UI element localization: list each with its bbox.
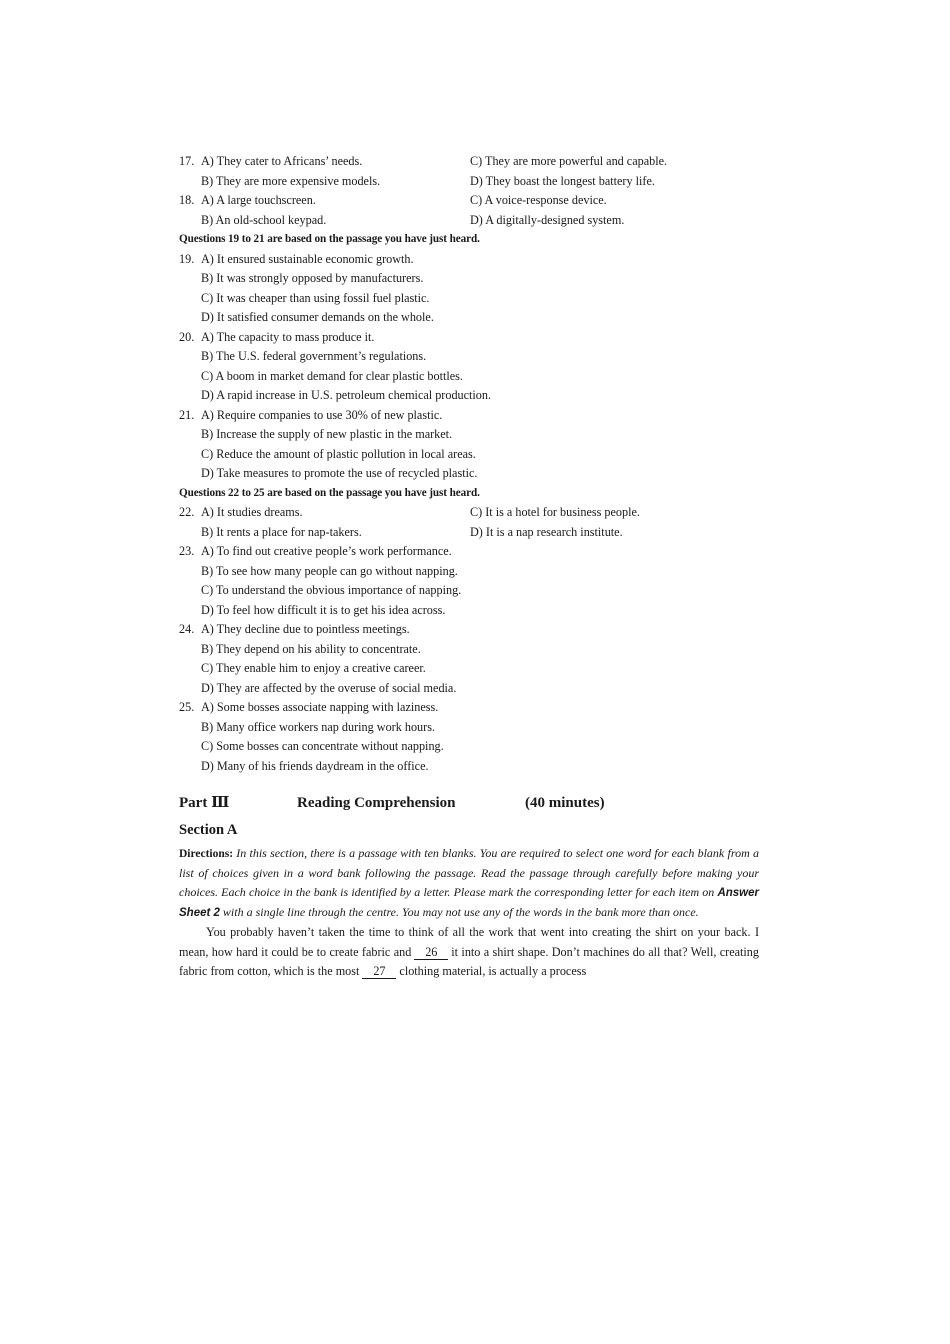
question-row (179, 464, 759, 484)
option-a: A) It studies dreams. (201, 505, 303, 519)
questions-heading: Questions 22 to 25 are based on the passage you have just heard. (179, 486, 480, 499)
question-row (179, 269, 759, 289)
option-c: C) They enable him to enjoy a creative career. (201, 661, 426, 675)
question-row (179, 698, 759, 718)
option-a: A) Some bosses associate napping with laziness. (201, 700, 439, 714)
directions (179, 844, 759, 923)
part-time: (40 minutes) (525, 795, 605, 811)
option-c: C) They are more powerful and capable. (470, 154, 668, 168)
option-d: D) A digitally-designed system. (470, 212, 625, 227)
option-b: B) Many office workers nap during work hours. (201, 719, 435, 734)
section-title: Section A (179, 822, 238, 838)
passage-text-1: You probably haven’t taken the time to think of all the work that went into creating the shirt on your back. I mean, how hard it could be to create fabric and (179, 925, 759, 959)
option-b: B) It rents a place for nap-takers. (201, 524, 362, 539)
option-c: C) To understand the obvious importance of napping. (201, 583, 462, 597)
option-a: A) They decline due to pointless meetings. (201, 622, 410, 636)
question-row (179, 620, 759, 640)
page-content (179, 152, 759, 982)
option-a: A) To find out creative people’s work performance. (201, 544, 452, 558)
passage-text-3: clothing material, is actually a process (399, 964, 587, 978)
option-c: C) Some bosses can concentrate without napping. (201, 739, 444, 753)
option-b: B) Increase the supply of new plastic in the market. (201, 427, 453, 441)
question-row (179, 757, 759, 777)
option-c: C) Reduce the amount of plastic pollution in local areas. (201, 446, 476, 461)
question-row (179, 445, 759, 465)
part-title: Reading Comprehension (297, 795, 456, 811)
option-d: D) Take measures to promote the use of recycled plastic. (201, 466, 478, 480)
question-row (179, 718, 759, 738)
question-number: 17. (179, 154, 195, 168)
question-row (179, 250, 759, 270)
question-row (179, 601, 759, 621)
question-row (179, 367, 759, 387)
question-row (179, 425, 759, 445)
option-d: D) It is a nap research institute. (470, 524, 623, 539)
directions-text-1: In this section, there is a passage with ten blanks. You are required to select one word for each blank from a list of choices given in a word bank following the passage. Read the passage through carefully before making your choices. Each choice in the bank is identified by a letter. Please mark the corresponding letter for each item on (179, 846, 759, 899)
option-b: B) To see how many people can go without napping. (201, 563, 458, 578)
part-heading (179, 788, 759, 818)
option-b: B) It was strongly opposed by manufacturers. (201, 271, 424, 285)
option-d: D) It satisfied consumer demands on the whole. (201, 310, 434, 324)
option-b: B) An old-school keypad. (201, 212, 327, 227)
option-a: A) They cater to Africans’ needs. (201, 154, 363, 168)
directions-label: Directions: (179, 848, 237, 860)
option-a: A) The capacity to mass produce it. (201, 329, 375, 344)
option-a: A) A large touchscreen. (201, 193, 316, 207)
question-row (179, 328, 759, 348)
question-number: 19. (179, 251, 195, 266)
question-row (179, 542, 759, 562)
option-d: D) To feel how difficult it is to get his idea across. (201, 602, 446, 617)
part-label: Part Ⅲ (179, 795, 230, 811)
question-row (179, 679, 759, 699)
option-a: A) Require companies to use 30% of new plastic. (201, 407, 443, 422)
option-d: D) A rapid increase in U.S. petroleum chemical production. (201, 388, 492, 402)
option-d: D) They boast the longest battery life. (470, 173, 655, 188)
question-row (179, 659, 759, 679)
option-a: A) It ensured sustainable economic growth. (201, 251, 414, 266)
question-row (179, 152, 759, 172)
question-row (179, 581, 759, 601)
directions-text-2: with a single line through the centre. You may not use any of the words in the bank more than once. (219, 905, 699, 919)
question-row (179, 308, 759, 328)
option-c: C) It was cheaper than using fossil fuel plastic. (201, 290, 430, 305)
passage-text-2: it into a shirt shape. Don’t machines do all that? Well, creating fabric from cotton, which is the most (179, 944, 759, 978)
questions-heading: Questions 19 to 21 are based on the passage you have just heard. (179, 233, 480, 245)
question-row (179, 211, 759, 231)
option-c: C) It is a hotel for business people. (470, 505, 640, 519)
question-row (179, 406, 759, 426)
question-number: 20. (179, 329, 195, 344)
question-number: 23. (179, 544, 195, 558)
question-row (179, 562, 759, 582)
question-row (179, 503, 759, 523)
option-c: C) A voice-response device. (470, 193, 607, 207)
question-number: 24. (179, 622, 195, 636)
option-d: D) Many of his friends daydream in the office. (201, 758, 429, 773)
question-row (179, 172, 759, 192)
option-b: B) They are more expensive models. (201, 173, 381, 188)
blank-26: 26 (414, 946, 448, 960)
question-number: 21. (179, 407, 195, 422)
question-row (179, 191, 759, 211)
option-d: D) They are affected by the overuse of social media. (201, 680, 457, 695)
blank-27: 27 (362, 965, 396, 979)
question-number: 25. (179, 700, 195, 714)
option-c: C) A boom in market demand for clear plastic bottles. (201, 368, 463, 383)
question-row (179, 289, 759, 309)
question-row (179, 523, 759, 543)
question-row (179, 347, 759, 367)
option-b: B) The U.S. federal government’s regulations. (201, 349, 427, 363)
question-row (179, 640, 759, 660)
option-b: B) They depend on his ability to concentrate. (201, 641, 421, 656)
question-row (179, 737, 759, 757)
question-row (179, 386, 759, 406)
question-number: 18. (179, 193, 195, 207)
question-number: 22. (179, 505, 195, 519)
passage (179, 923, 759, 982)
answer-sheet-ref: Answer Sheet 2 (179, 887, 759, 919)
